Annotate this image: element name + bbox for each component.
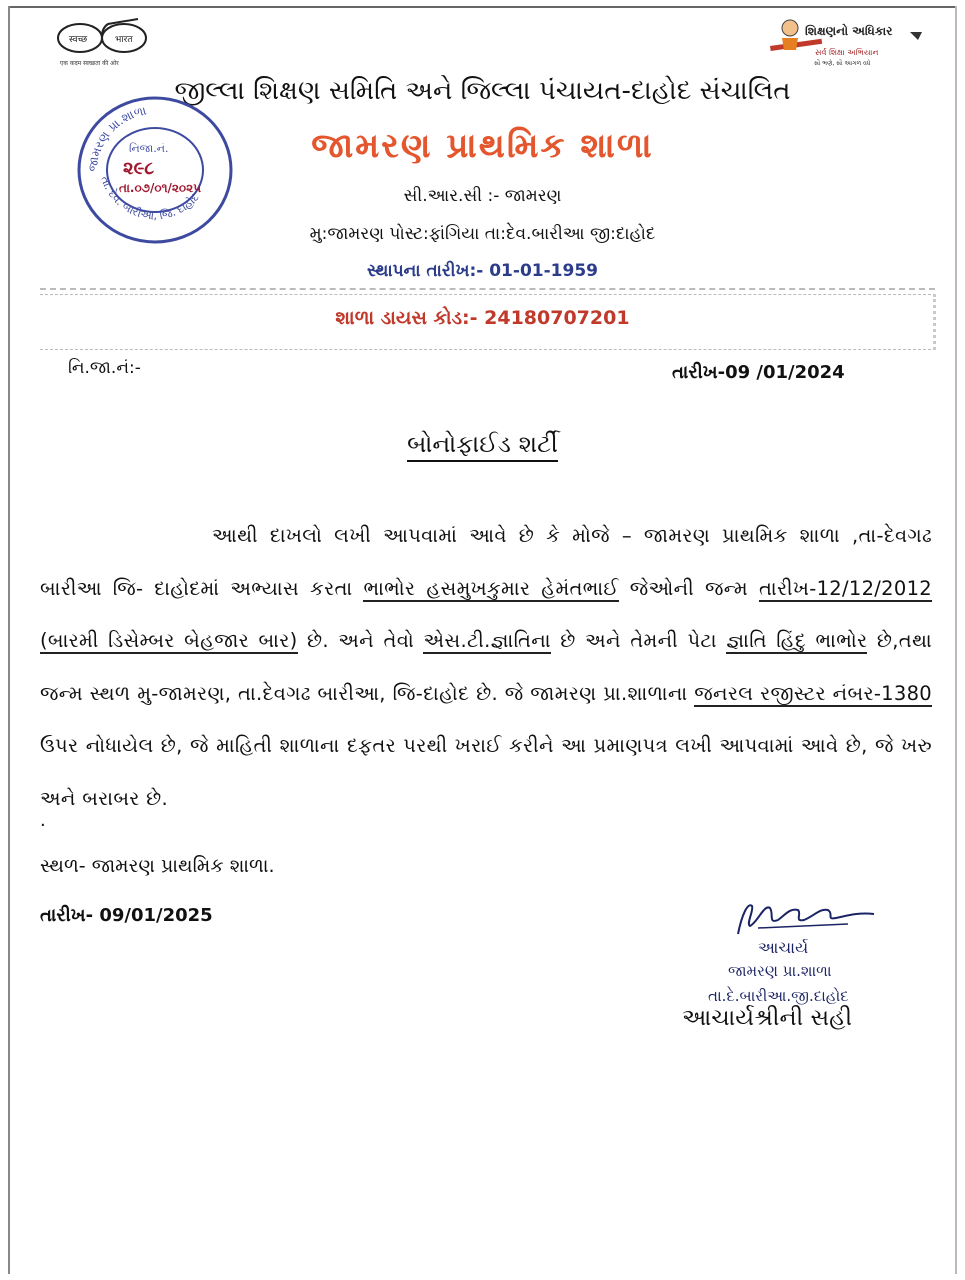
address-line: મુ:જામરણ પોસ્ટ:ફાંગિયા તા:દેવ.બારીઆ જી:દાહોદ (309, 224, 656, 244)
dise-code: શાળા ડાયસ કોડ:- 24180707201 (335, 307, 630, 329)
rte-logo (770, 16, 930, 74)
logo-tagline: एक कदम स्वच्छता की ओर (60, 60, 119, 67)
issue-date: તારીખ-09 /01/2024 (672, 362, 845, 383)
principal-stamp-school: જામરણ પ્રા.શાળા (728, 962, 832, 980)
sub-caste: જ્ઞાતિ હિંદુ ભાભોર (726, 629, 868, 652)
student-name: ભાભોર હસમુખકુમાર હેમંતભાઈ (363, 576, 619, 600)
body-text-5: છે,તથા જન્મ સ્થળ મુ-જામરણ, તા.દેવગઢ બારીઆ, જિ-દાહોદ છે. જે જામરણ પ્રા.શાળાના (40, 629, 932, 705)
school-round-stamp (75, 94, 235, 246)
top-border (8, 6, 957, 8)
crc-line: સી.આર.સી :- જામરણ (403, 186, 562, 206)
svg-text:નિજા.નં.: નિજા.નં. (129, 142, 169, 155)
rte-subtitle: સર્વ શિક્ષા અભિયાન (815, 48, 879, 57)
rte-title: શિક્ષણનો અધિકાર (805, 24, 893, 38)
svg-text:૨૯૮: ૨૯૮ (123, 158, 155, 179)
rte-tagline: સૌ ભણે, સૌ આગળ વધે (814, 60, 871, 67)
header-divider (40, 288, 935, 290)
svg-text:જામરણ પ્રા.શાળા: જામરણ પ્રા.શાળા (85, 103, 148, 173)
principal-signature (728, 894, 878, 942)
svg-text:તા. દેવ. બારીઆ, જિ. દાહોદ: તા. દેવ. બારીઆ, જિ. દાહોદ (97, 174, 202, 223)
body-text-4: છે અને તેમની પેટા (550, 629, 727, 652)
certificate-title-text: બોનોફાઈડ શર્ટી (407, 430, 558, 462)
body-text-2: જેઓની જન્મ (618, 576, 759, 600)
register-number: જનરલ રજીસ્ટર નંબર-1380 (694, 681, 932, 705)
place-line: સ્થળ- જામરણ પ્રાથમિક શાળા. (40, 855, 275, 877)
certificate-title (0, 430, 965, 458)
body-text-1: આથી દાખલો લખી આપવામાં આવે છે કે મોજે – જામરણ પ્રાથમિક શાળા ,તા-દેવગઢ બારીઆ જિ- દાહોદમાં અભ્યાસ કરતા (40, 524, 932, 600)
swachh-bharat-logo (52, 16, 152, 68)
principal-stamp-title: આચાર્ય (758, 938, 809, 957)
reference-number-label: નિ.જા.નં:- (68, 358, 141, 378)
footer-date: તારીખ- 09/01/2025 (40, 905, 213, 926)
caste: એસ.ટી.જ્ઞાતિના (423, 629, 551, 652)
svg-text:તા.૦૭/૦૧/૨૦૨૫: તા.૦૭/૦૧/૨૦૨૫ (119, 181, 202, 195)
svg-text:भारत: भारत (115, 35, 133, 45)
svg-text:स्वच्छ: स्वच्छ (69, 35, 88, 45)
birth-date: તારીખ-12/12/2012 (બારમી ડિસેમ્બર બેહજાર બાર) (40, 576, 932, 652)
body-text-6: ઉપર નોધાયેલ છે, જે માહિતી શાળાના દફતર પરથી ખરાઈ કરીને આ પ્રમાણપત્ર લખી આપવામાં આવે છે, જે ખરુ અને બરાબર છે. (40, 734, 932, 810)
school-name: જામરણ પ્રાથમિક શાળા (311, 126, 654, 166)
principal-stamp-address: તા.દે.બારીઆ.જી.દાહોદ (708, 987, 849, 1005)
principal-signature-label: આચાર્યશ્રીની સહી (682, 1005, 853, 1031)
established-date: સ્થાપના તારીખ:- 01-01-1959 (367, 261, 598, 281)
spectacles-icon (52, 16, 152, 58)
header-governing-body: જીલ્લા શિક્ષણ સમિતિ અને જિલ્લા પંચાયત-દાહોદ સંચાલિત (174, 76, 791, 106)
certificate-body (40, 510, 932, 825)
body-text-3: છે. અને તેવો (297, 629, 424, 652)
stray-dot: . (40, 810, 46, 831)
